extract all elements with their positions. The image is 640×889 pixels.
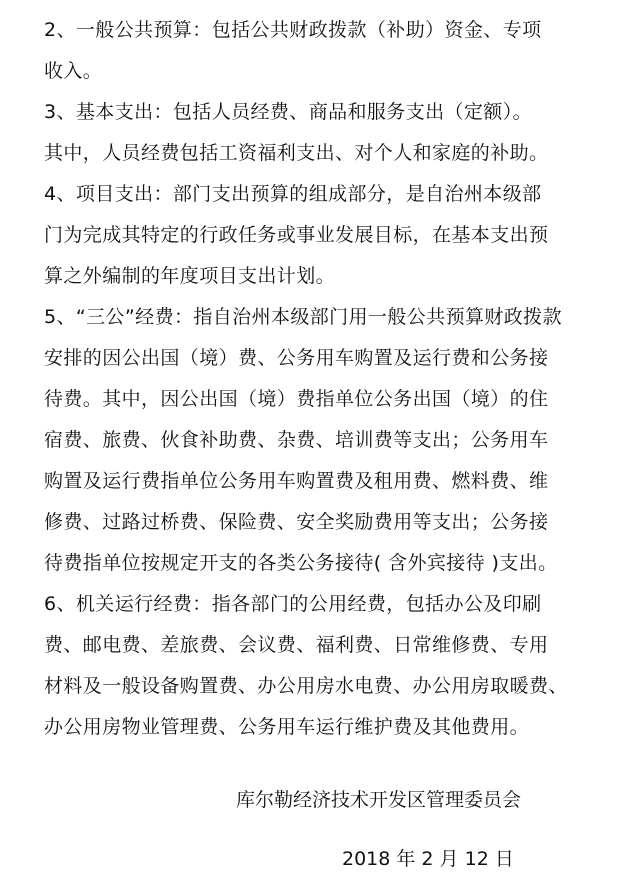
- text-line: 购置及运行费指单位公务用车购置费及租用费、燃料费、维: [44, 470, 549, 492]
- text-line: 2、一般公共预算：包括公共财政拨款（补助）资金、专项: [44, 19, 542, 41]
- text-line: 安排的因公出国（境）费、公务用车购置及运行费和公务接: [44, 347, 549, 369]
- text-line: 4、项目支出：部门支出预算的组成部分，是自治州本级部: [44, 183, 542, 205]
- text-line: 算之外编制的年度项目支出计划。: [44, 265, 336, 287]
- signature-organization: 库尔勒经济技术开发区管理委员会: [236, 789, 522, 811]
- document-body: [44, 10, 604, 748]
- text-line: 办公用房物业管理费、公务用车运行维护费及其他费用。: [44, 716, 530, 738]
- text-line: 5、“三公”经费：指自治州本级部门用一般公共预算财政拨款: [44, 306, 562, 328]
- text-line: 门为完成其特定的行政任务或事业发展目标，在基本支出预: [44, 224, 549, 246]
- text-line: 费、邮电费、差旅费、会议费、福利费、日常维修费、专用: [44, 634, 549, 656]
- text-line: 宿费、旅费、伙食补助费、杂费、培训费等支出；公务用车: [44, 429, 549, 451]
- text-line: 修费、过路过桥费、保险费、安全奖励费用等支出；公务接: [44, 511, 549, 533]
- text-line: 待费。其中，因公出国（境）费指单位公务出国（境）的住: [44, 388, 549, 410]
- text-line: 6、机关运行经费：指各部门的公用经费，包括办公及印刷: [44, 593, 542, 615]
- text-line: 其中，人员经费包括工资福利支出、对个人和家庭的补助。: [44, 142, 549, 164]
- text-line: 收入。: [44, 60, 103, 82]
- text-line: 材料及一般设备购置费、办公用房水电费、办公用房取暖费、: [44, 675, 568, 697]
- text-line: 待费指单位按规定开支的各类公务接待( 含外宾接待 )支出。: [44, 552, 558, 574]
- signature-date: 2018 年 2 月 12 日: [342, 848, 514, 870]
- text-line: 3、基本支出：包括人员经费、商品和服务支出（定额）。: [44, 101, 532, 123]
